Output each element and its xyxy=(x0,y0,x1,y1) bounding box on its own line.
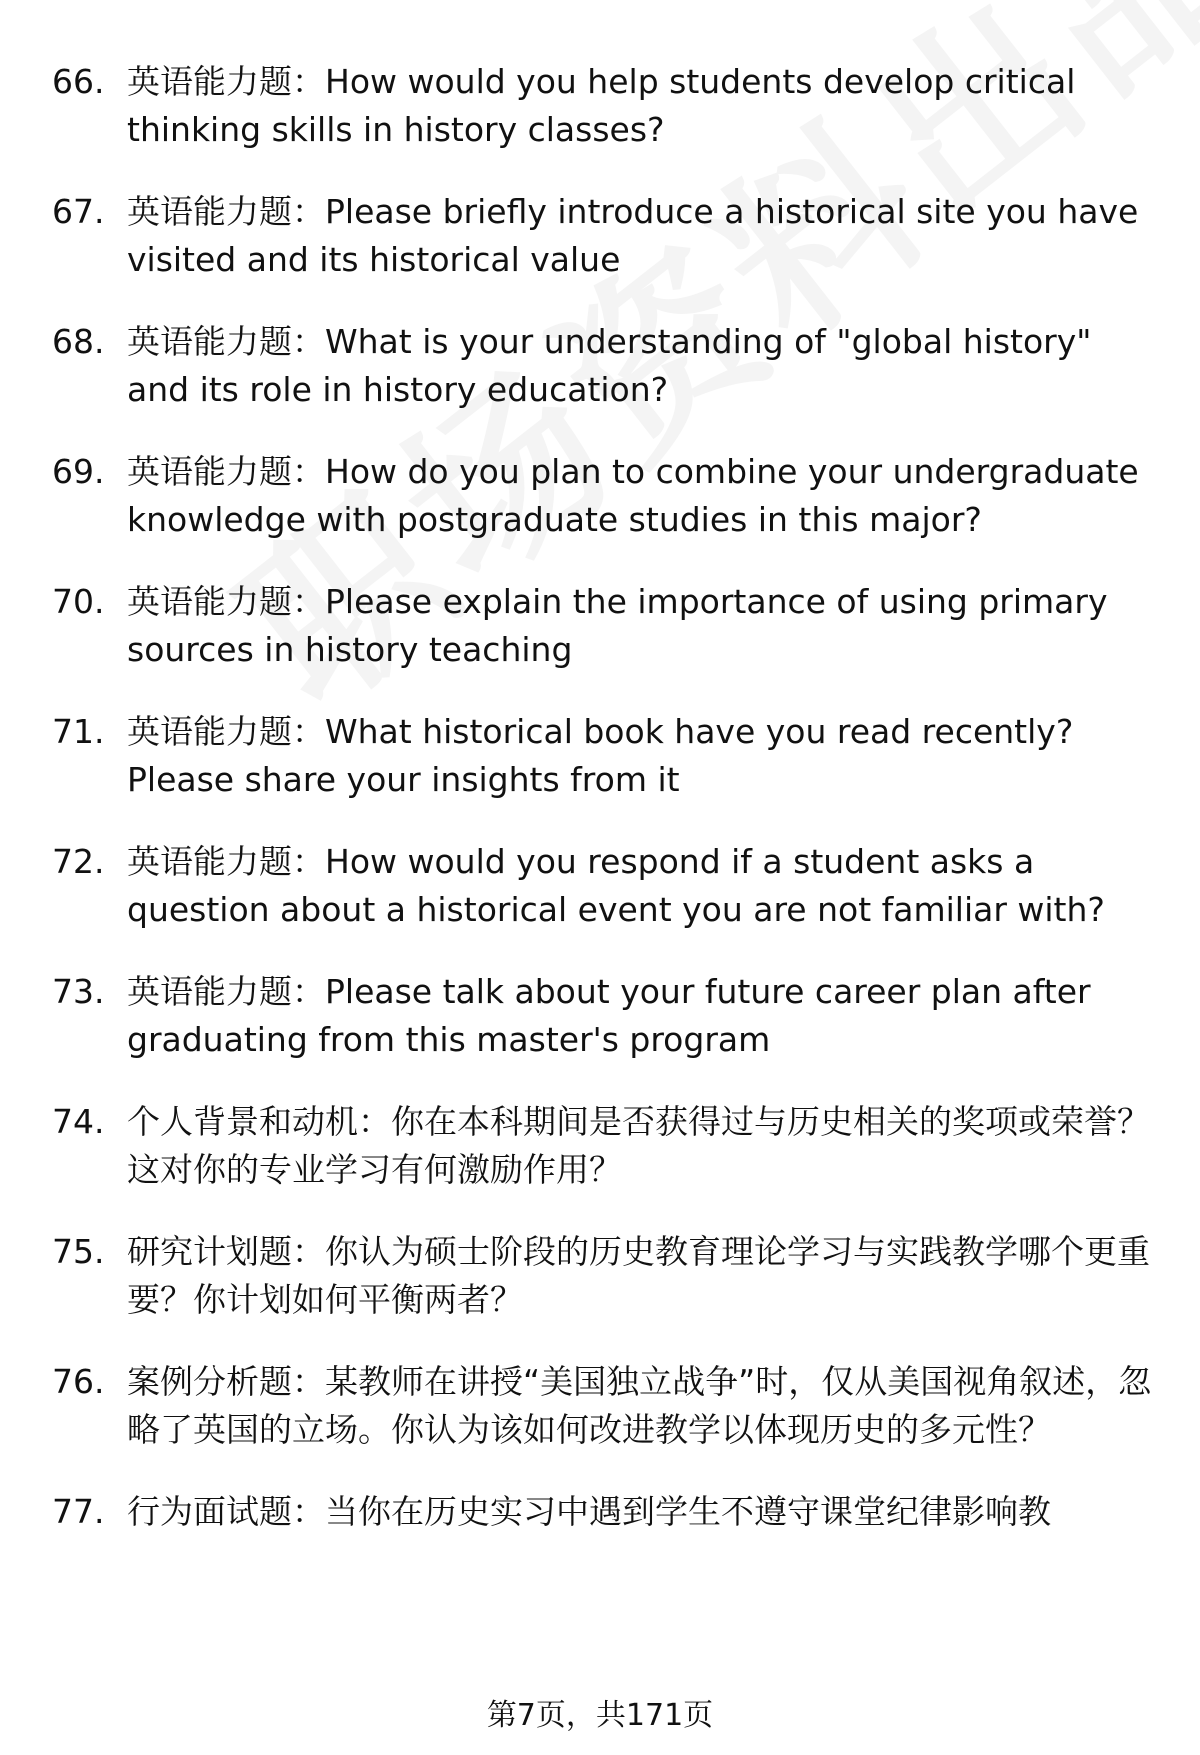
question-item xyxy=(52,708,1162,804)
question-text: 英语能力题：How would you help students develop critical thinking skills in history classes? xyxy=(127,62,1076,149)
question-number: 68. xyxy=(52,322,105,361)
question-item xyxy=(52,968,1162,1064)
question-item xyxy=(52,188,1162,284)
question-item xyxy=(52,838,1162,934)
question-number: 77. xyxy=(52,1492,105,1531)
question-text: 英语能力题：Please talk about your future career plan after graduating from this master's program xyxy=(127,972,1091,1059)
question-number: 67. xyxy=(52,192,105,231)
question-number: 71. xyxy=(52,712,105,751)
question-text: 英语能力题：Please explain the importance of using primary sources in history teaching xyxy=(127,582,1108,669)
question-item xyxy=(52,578,1162,674)
question-number: 66. xyxy=(52,62,105,101)
question-item xyxy=(52,1358,1162,1454)
question-number: 69. xyxy=(52,452,105,491)
question-text: 英语能力题：How do you plan to combine your undergraduate knowledge with postgraduate studies in this major? xyxy=(127,452,1139,539)
question-text: 案例分析题：某教师在讲授“美国独立战争”时，仅从美国视角叙述，忽略了英国的立场。你认为该如何改进教学以体现历史的多元性？ xyxy=(127,1362,1152,1449)
question-number: 72. xyxy=(52,842,105,881)
question-text: 英语能力题：How would you respond if a student asks a question about a historical event you are not familiar with? xyxy=(127,842,1105,929)
question-number: 76. xyxy=(52,1362,105,1401)
question-text: 英语能力题：What historical book have you read recently? Please share your insights from it xyxy=(127,712,1074,799)
question-text: 英语能力题：Please briefly introduce a historical site you have visited and its historical value xyxy=(127,192,1139,279)
page-footer: 第7页，共171页 xyxy=(486,1698,714,1733)
question-text: 个人背景和动机：你在本科期间是否获得过与历史相关的奖项或荣誉？这对你的专业学习有何激励作用？ xyxy=(127,1102,1150,1189)
question-list xyxy=(52,58,1162,1570)
question-text: 英语能力题：What is your understanding of "global history" and its role in history education? xyxy=(127,322,1092,409)
question-text: 行为面试题：当你在历史实习中遇到学生不遵守课堂纪律影响教 xyxy=(127,1492,1051,1531)
question-item xyxy=(52,1098,1162,1194)
question-number: 75. xyxy=(52,1232,105,1271)
question-item xyxy=(52,1488,1162,1536)
question-number: 70. xyxy=(52,582,105,621)
question-item xyxy=(52,58,1162,154)
question-number: 73. xyxy=(52,972,105,1011)
question-item xyxy=(52,1228,1162,1324)
question-item xyxy=(52,448,1162,544)
question-item xyxy=(52,318,1162,414)
question-number: 74. xyxy=(52,1102,105,1141)
question-text: 研究计划题：你认为硕士阶段的历史教育理论学习与实践教学哪个更重要？你计划如何平衡两者？ xyxy=(127,1232,1150,1319)
